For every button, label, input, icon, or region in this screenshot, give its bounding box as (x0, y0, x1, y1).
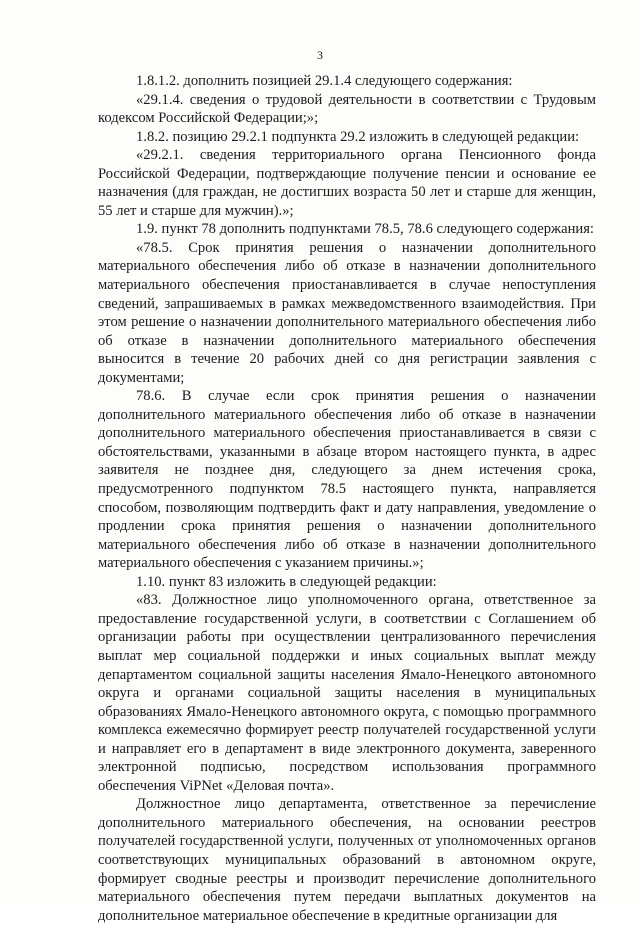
paragraph-78-5: «78.5. Срок принятия решения о назначении дополнительного материального обеспечения либо об отказе в назначении дополнительного материального обеспечения приостанавливается в случае непоступления сведений, запрашиваемых в рамках межведомственного взаимодействия. При этом решение о назначении дополнительного материального обеспечения либо об отказе в назначении дополнительного материального обеспечения выносится в течение 20 рабочих дней со дня регистрации заявления с документами; (98, 239, 596, 386)
paragraph-department-official: Должностное лицо департамента, ответственное за перечисление дополнительного материального обеспечения, на основании реестров получателей государственной услуги, полученных от уполномоченных органов соответствующих муниципальных образований в автономном округе, формирует сводные реестры и производит перечисление дополнительного материального обеспечения путем передачи выплатных документов на дополнительное материальное обеспечение в кредитные организации для (98, 796, 596, 924)
page-number: 3 (317, 48, 323, 62)
paragraph-29-2-1: «29.2.1. сведения территориального органа Пенсионного фонда Российской Федерации, подтверждающие получение пенсии и основание ее назначения (для граждан, не достигших возраста 50 лет и старше для женщин, 55 лет и старше для мужчин).»; (98, 147, 596, 219)
paragraph-78-6: 78.6. В случае если срок принятия решения о назначении дополнительного материального обеспечения либо об отказе в назначении дополнительного материального обеспечения приостанавливается в связи с обстоятельствами, указанными в абзаце втором настоящего пункта, в адрес заявителя не позднее дня, следующего за днем истечения срока, предусмотренного подпунктом 78.5 настоящего пункта, направляется способом, позволяющим подтвердить факт и дату направления, уведомление о продлении срока принятия решения о назначении дополнительного материального обеспечения либо об отказе в назначении дополнительного материального обеспечения с указанием причины.»; (98, 388, 596, 572)
paragraph-1-8-2: 1.8.2. позицию 29.2.1 подпункта 29.2 изложить в следующей редакции: (136, 128, 580, 145)
document-body (98, 72, 596, 925)
paragraph-1-8-1-2: 1.8.1.2. дополнить позицией 29.1.4 следующего содержания: (136, 73, 513, 89)
paragraph-29-1-4: «29.1.4. сведения о трудовой деятельности в соответствии с Трудовым кодексом Российской Федерации;»; (98, 91, 596, 127)
paragraph-1-10: 1.10. пункт 83 изложить в следующей редакции: (136, 573, 437, 590)
paragraph-83: «83. Должностное лицо уполномоченного органа, ответственное за предоставление государственной услуги, в соответствии с Соглашением об организации работы при осуществлении централизованного перечисления выплат мер социальной поддержки и иных социальных выплат между департаментом социальной защиты населения Ямало-Ненецкого автономного округа и органами социальной защиты населения в муниципальных образованиях Ямало-Ненецкого автономного округа, с помощью программного комплекса ежемесячно формирует реестр получателей государственной услуги и направляет его в департамент в виде электронного документа, заверенного электронной подписью, посредством использования программного обеспечения ViPNet «Деловая почта». (98, 592, 596, 794)
paragraph-1-9: 1.9. пункт 78 дополнить подпунктами 78.5, 78.6 следующего содержания: (136, 221, 594, 238)
